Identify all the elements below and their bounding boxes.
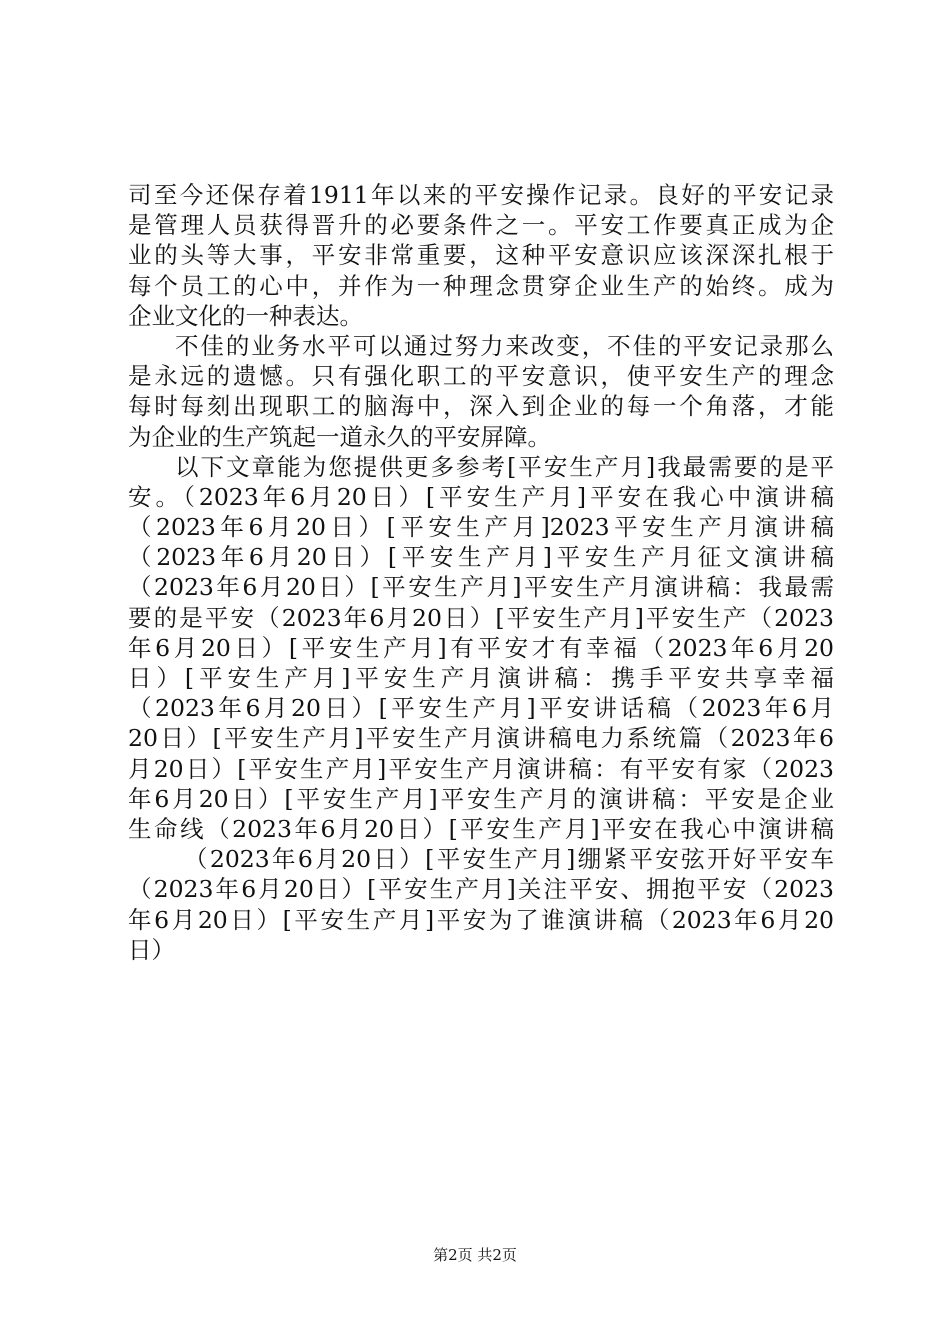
- body-text-line: （2023年6月20日）[平安生产月]关注平安、拥抱平安（2023: [128, 875, 834, 904]
- body-text-line: 是管理人员获得晋升的必要条件之一。平安工作要真正成为企: [128, 211, 834, 240]
- body-text-line: （2023年6月20日）[平安生产月]平安讲话稿（2023年6月: [128, 694, 834, 723]
- body-text-line: 要的是平安（2023年6月20日）[平安生产月]平安生产（2023: [128, 603, 834, 632]
- body-text-line: （2023年6月20日）[平安生产月]平安生产月征文演讲稿: [128, 543, 834, 572]
- body-text-line: 司至今还保存着1911年以来的平安操作记录。良好的平安记录: [128, 181, 834, 209]
- body-text-line: 日）: [128, 935, 175, 964]
- body-text-line: 为企业的生产筑起一道永久的平安屏障。: [128, 422, 551, 451]
- body-text-line: 业的头等大事，平安非常重要，这种平安意识应该深深扎根于: [128, 241, 834, 270]
- body-text-line: 月20日）[平安生产月]平安生产月演讲稿：有平安有家（2023: [128, 754, 834, 783]
- body-text-line: 每时每刻出现职工的脑海中，深入到企业的每一个角落，才能: [128, 392, 834, 421]
- body-text-line: 每个员工的心中，并作为一种理念贯穿企业生产的始终。成为: [128, 271, 834, 300]
- body-text-line: 以下文章能为您提供更多参考[平安生产月]我最需要的是平: [175, 452, 834, 481]
- body-text-line: 不佳的业务水平可以通过努力来改变，不佳的平安记录那么: [175, 331, 834, 360]
- document-body: [128, 180, 834, 965]
- body-text-line: 年6月20日）[平安生产月]平安生产月的演讲稿：平安是企业: [128, 784, 834, 813]
- body-text-line: （2023年6月20日）[平安生产月]绷紧平安弦开好平安车: [184, 845, 834, 874]
- body-text-line: 年6月20日）[平安生产月]平安为了谁演讲稿（2023年6月20: [128, 905, 834, 934]
- body-text-line: （2023年6月20日）[平安生产月]2023平安生产月演讲稿: [128, 513, 834, 542]
- body-text-line: 是永远的遗憾。只有强化职工的平安意识，使平安生产的理念: [128, 362, 834, 391]
- body-text-line: 企业文化的一种表达。: [128, 301, 363, 330]
- body-text-line: 年6月20日）[平安生产月]有平安才有幸福（2023年6月20: [128, 633, 834, 662]
- body-text-line: 日）[平安生产月]平安生产月演讲稿：携手平安共享幸福: [128, 664, 834, 692]
- body-text-line: 生命线（2023年6月20日）[平安生产月]平安在我心中演讲稿: [128, 814, 834, 843]
- body-text-line: 安。（2023年6月20日）[平安生产月]平安在我心中演讲稿: [128, 482, 834, 511]
- body-text-line: （2023年6月20日）[平安生产月]平安生产月演讲稿：我最需: [128, 573, 834, 602]
- page-footer: 第2页 共2页: [433, 1246, 517, 1264]
- body-text-line: 20日）[平安生产月]平安生产月演讲稿电力系统篇（2023年6: [128, 724, 834, 753]
